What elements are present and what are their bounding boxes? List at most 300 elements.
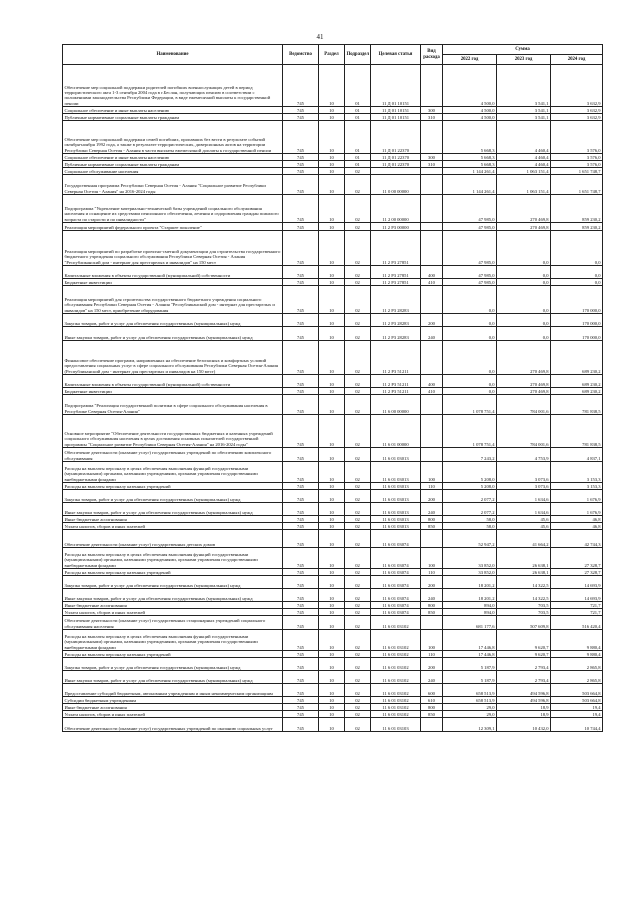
row-podrazdel: 02 bbox=[345, 231, 371, 266]
row-name: Предоставление субсидий бюджетным, автономным учреждениям и иным некоммерческим организациям bbox=[63, 684, 283, 697]
row-cs: 11 6 01 03103 bbox=[371, 718, 421, 732]
row-name: Обеспечение мер социальной поддержки семей погибших, пропавших без вести в результате событий октября-ноября 1992 года, а также в результате террористических, диверсионных актов на территории Республики Северная Осетия - Алания в части выплаты ежемесячной доплаты к государственной пенсии bbox=[63, 121, 283, 154]
row-cs: 11 6 01 03013 bbox=[371, 483, 421, 490]
row-podrazdel: 02 bbox=[345, 483, 371, 490]
row-name: Бюджетные инвестиции bbox=[63, 279, 283, 286]
row-2022: 5 187,9 bbox=[443, 671, 497, 684]
row-2022: 29,0 bbox=[443, 711, 497, 718]
table-row bbox=[63, 415, 603, 448]
row-2022: 1 144 261,4 bbox=[443, 168, 497, 175]
row-vr bbox=[421, 231, 443, 266]
row-razdel: 10 bbox=[319, 114, 345, 121]
row-name: Уплата налогов, сборов и иных платежей bbox=[63, 609, 283, 616]
row-vr: 850 bbox=[421, 523, 443, 530]
row-name: Иные бюджетные ассигнования bbox=[63, 602, 283, 609]
row-vr: 100 bbox=[421, 548, 443, 569]
row-2022: 2 077,2 bbox=[443, 490, 497, 503]
row-vr: 240 bbox=[421, 327, 443, 341]
row-cs: 11 2 P3 27851 bbox=[371, 231, 421, 266]
row-2022: 5 187,9 bbox=[443, 658, 497, 671]
row-2022: 17 446,8 bbox=[443, 651, 497, 658]
row-vr: 310 bbox=[421, 161, 443, 168]
row-2022: 5 668,3 bbox=[443, 121, 497, 154]
row-2023: 270 469,8 bbox=[497, 375, 551, 388]
table-row bbox=[63, 168, 603, 175]
row-vr bbox=[421, 168, 443, 175]
row-cs: 11 2 00 00000 bbox=[371, 195, 421, 223]
row-podrazdel: 02 bbox=[345, 704, 371, 711]
row-cs: 11 2 P3 51211 bbox=[371, 375, 421, 388]
row-vr: 110 bbox=[421, 483, 443, 490]
row-name: Расходы на выплаты персоналу в целях обеспечения выполнения функций государственными (муниципальными) органами, казенными учреждениями, органами управления государственными внебюджетными фондами bbox=[63, 548, 283, 569]
row-podrazdel: 02 bbox=[345, 711, 371, 718]
table-row bbox=[63, 602, 603, 609]
row-cs: 11 2 P3 27851 bbox=[371, 279, 421, 286]
row-cs: 11 6 01 03074 bbox=[371, 576, 421, 589]
row-name: Расходы на выплаты персоналу в целях обеспечения выполнения функций государственными (муниципальными) органами, казенными учреждениями, органами управления государственными внебюджетными фондами bbox=[63, 462, 283, 483]
row-ved: 745 bbox=[283, 161, 319, 168]
row-razdel: 10 bbox=[319, 523, 345, 530]
row-2024: 689 230,2 bbox=[551, 375, 603, 388]
row-podrazdel: 02 bbox=[345, 569, 371, 576]
row-cs: 11 6 01 03074 bbox=[371, 569, 421, 576]
row-podrazdel: 02 bbox=[345, 548, 371, 569]
row-podrazdel: 02 bbox=[345, 616, 371, 630]
row-podrazdel: 02 bbox=[345, 448, 371, 462]
row-2023: 0,0 bbox=[497, 286, 551, 314]
row-vr: 800 bbox=[421, 602, 443, 609]
row-razdel: 10 bbox=[319, 602, 345, 609]
row-podrazdel: 02 bbox=[345, 223, 371, 231]
row-name: Иные бюджетные ассигнования bbox=[63, 704, 283, 711]
row-cs: 11 6 01 03102 bbox=[371, 711, 421, 718]
row-ved: 745 bbox=[283, 375, 319, 388]
row-name: Обеспечение деятельности (оказание услуг) государственных учреждений по обеспечению комплексного обслуживания bbox=[63, 448, 283, 462]
row-podrazdel: 02 bbox=[345, 602, 371, 609]
row-podrazdel: 02 bbox=[345, 658, 371, 671]
row-ved: 745 bbox=[283, 576, 319, 589]
row-razdel: 10 bbox=[319, 279, 345, 286]
row-razdel: 10 bbox=[319, 704, 345, 711]
row-name: Капитальные вложения в объекты государственной (муниципальной) собственности bbox=[63, 375, 283, 388]
row-podrazdel: 02 bbox=[345, 375, 371, 388]
row-razdel: 10 bbox=[319, 154, 345, 161]
row-razdel: 10 bbox=[319, 671, 345, 684]
row-podrazdel: 02 bbox=[345, 462, 371, 483]
row-ved: 745 bbox=[283, 609, 319, 616]
row-vr: 300 bbox=[421, 107, 443, 114]
row-ved: 745 bbox=[283, 154, 319, 161]
row-name: Иные бюджетные ассигнования bbox=[63, 516, 283, 523]
row-razdel: 10 bbox=[319, 548, 345, 569]
row-vr: 850 bbox=[421, 609, 443, 616]
row-podrazdel: 02 bbox=[345, 671, 371, 684]
row-podrazdel: 02 bbox=[345, 609, 371, 616]
row-name: Расходы на выплаты персоналу в целях обеспечения выполнения функций государственными (муниципальными) органами, казенными учреждениями, органами управления государственными внебюджетными фондами bbox=[63, 630, 283, 651]
row-2024: 503 664,8 bbox=[551, 697, 603, 704]
row-2024: 2 865,8 bbox=[551, 671, 603, 684]
row-cs: 11 6 01 03102 bbox=[371, 651, 421, 658]
row-2023: 4 460,4 bbox=[497, 161, 551, 168]
row-name: Социальное обеспечение и иные выплаты населению bbox=[63, 154, 283, 161]
row-2022: 47 985,0 bbox=[443, 231, 497, 266]
row-ved: 745 bbox=[283, 448, 319, 462]
table-row bbox=[63, 589, 603, 602]
row-cs: 11 6 01 03013 bbox=[371, 523, 421, 530]
header-ved: Ведомство bbox=[283, 45, 319, 65]
row-ved: 745 bbox=[283, 114, 319, 121]
row-2022: 52 947,2 bbox=[443, 530, 497, 548]
row-podrazdel: 02 bbox=[345, 327, 371, 341]
row-podrazdel: 02 bbox=[345, 490, 371, 503]
row-2024: 3 576,0 bbox=[551, 161, 603, 168]
table-row bbox=[63, 65, 603, 107]
row-name: Расходы на выплаты персоналу казенных учреждений bbox=[63, 651, 283, 658]
row-ved: 745 bbox=[283, 327, 319, 341]
row-cs: 11 6 01 03074 bbox=[371, 548, 421, 569]
row-podrazdel: 02 bbox=[345, 651, 371, 658]
row-vr bbox=[421, 195, 443, 223]
row-2022: 894,0 bbox=[443, 602, 497, 609]
row-2024: 3 632,9 bbox=[551, 114, 603, 121]
row-2024: 27 328,7 bbox=[551, 569, 603, 576]
row-ved: 745 bbox=[283, 231, 319, 266]
row-razdel: 10 bbox=[319, 286, 345, 314]
row-2023: 3 073,6 bbox=[497, 462, 551, 483]
row-vr: 240 bbox=[421, 671, 443, 684]
row-2022: 0,0 bbox=[443, 375, 497, 388]
row-vr: 200 bbox=[421, 658, 443, 671]
row-2024: 1 651 748,7 bbox=[551, 175, 603, 195]
row-2023: 0,0 bbox=[497, 231, 551, 266]
row-podrazdel: 02 bbox=[345, 266, 371, 279]
row-2022: 0,0 bbox=[443, 341, 497, 375]
row-2023: 0,0 bbox=[497, 314, 551, 327]
row-razdel: 10 bbox=[319, 490, 345, 503]
row-razdel: 10 bbox=[319, 630, 345, 651]
row-2023: 1 063 151,4 bbox=[497, 168, 551, 175]
row-name: Расходы на выплаты персоналу казенных учреждений bbox=[63, 483, 283, 490]
header-sum: Сумма bbox=[443, 45, 603, 55]
row-razdel: 10 bbox=[319, 711, 345, 718]
table-row bbox=[63, 503, 603, 516]
row-cs: 11 6 01 03013 bbox=[371, 516, 421, 523]
row-2023: 703,5 bbox=[497, 609, 551, 616]
row-2024: 3 632,9 bbox=[551, 107, 603, 114]
header-razdel: Раздел bbox=[319, 45, 345, 65]
row-2024: 170 000,0 bbox=[551, 327, 603, 341]
table-row bbox=[63, 569, 603, 576]
row-ved: 745 bbox=[283, 107, 319, 114]
row-name: Закупка товаров, работ и услуг для обеспечения государственных (муниципальных) нужд bbox=[63, 314, 283, 327]
row-razdel: 10 bbox=[319, 415, 345, 448]
row-vr: 610 bbox=[421, 697, 443, 704]
row-vr: 100 bbox=[421, 462, 443, 483]
row-name: Публичные нормативные социальные выплаты гражданам bbox=[63, 161, 283, 168]
row-2024: 10 744,4 bbox=[551, 718, 603, 732]
row-podrazdel: 02 bbox=[345, 388, 371, 395]
row-vr bbox=[421, 530, 443, 548]
row-2024: 3 576,0 bbox=[551, 154, 603, 161]
row-2022: 0,0 bbox=[443, 388, 497, 395]
row-2022: 18 201,2 bbox=[443, 589, 497, 602]
row-podrazdel: 01 bbox=[345, 65, 371, 107]
row-razdel: 10 bbox=[319, 266, 345, 279]
row-2023: 41 664,2 bbox=[497, 530, 551, 548]
row-vr: 800 bbox=[421, 516, 443, 523]
table-row bbox=[63, 516, 603, 523]
row-2022: 1 078 751,4 bbox=[443, 415, 497, 448]
row-podrazdel: 02 bbox=[345, 279, 371, 286]
row-2024: 721,7 bbox=[551, 602, 603, 609]
table-row bbox=[63, 616, 603, 630]
table-row bbox=[63, 671, 603, 684]
table-row bbox=[63, 375, 603, 388]
row-ved: 745 bbox=[283, 718, 319, 732]
row-podrazdel: 02 bbox=[345, 523, 371, 530]
row-cs: 11 Д 01 10151 bbox=[371, 65, 421, 107]
row-2022: 5 208,0 bbox=[443, 483, 497, 490]
row-2023: 1 634,6 bbox=[497, 490, 551, 503]
row-podrazdel: 02 bbox=[345, 630, 371, 651]
row-name: Уплата налогов, сборов и иных платежей bbox=[63, 523, 283, 530]
row-cs: 11 2 P3 27851 bbox=[371, 266, 421, 279]
row-2023: 45,6 bbox=[497, 516, 551, 523]
row-podrazdel: 02 bbox=[345, 168, 371, 175]
row-vr bbox=[421, 718, 443, 732]
row-2023: 3 073,6 bbox=[497, 483, 551, 490]
row-2024: 19,4 bbox=[551, 711, 603, 718]
row-cs: 11 2 P3 28283 bbox=[371, 314, 421, 327]
row-razdel: 10 bbox=[319, 375, 345, 388]
row-ved: 745 bbox=[283, 286, 319, 314]
row-cs: 11 Д 01 22370 bbox=[371, 154, 421, 161]
row-razdel: 10 bbox=[319, 503, 345, 516]
row-vr bbox=[421, 395, 443, 415]
row-2022: 58,0 bbox=[443, 516, 497, 523]
row-cs: 11 Д 01 22370 bbox=[371, 121, 421, 154]
row-ved: 745 bbox=[283, 483, 319, 490]
row-name: Публичные нормативные социальные выплаты гражданам bbox=[63, 114, 283, 121]
row-cs: 11 Д 01 10151 bbox=[371, 107, 421, 114]
row-2024: 1 676,9 bbox=[551, 490, 603, 503]
row-razdel: 10 bbox=[319, 483, 345, 490]
table-row bbox=[63, 704, 603, 711]
row-ved: 745 bbox=[283, 341, 319, 375]
row-2024: 859 230,2 bbox=[551, 195, 603, 223]
row-razdel: 10 bbox=[319, 448, 345, 462]
row-razdel: 10 bbox=[319, 161, 345, 168]
table-row bbox=[63, 175, 603, 195]
table-row bbox=[63, 718, 603, 732]
row-podrazdel: 02 bbox=[345, 684, 371, 697]
table-body bbox=[63, 65, 603, 732]
row-vr bbox=[421, 341, 443, 375]
row-2023: 26 638,1 bbox=[497, 569, 551, 576]
row-2024: 3 632,9 bbox=[551, 65, 603, 107]
table-row bbox=[63, 548, 603, 569]
row-cs: 11 6 01 03013 bbox=[371, 503, 421, 516]
row-vr: 600 bbox=[421, 684, 443, 697]
row-name: Реализация мероприятий для строительства государственного бюджетного учреждения социального обслуживания Республики Северная Осетия - Алания "Республиканский дом - интернат для престарелых и инвалидов" на 150 мест, приобретение оборудования bbox=[63, 286, 283, 314]
row-name: Уплата налогов, сборов и иных платежей bbox=[63, 711, 283, 718]
row-cs: 11 6 01 03013 bbox=[371, 462, 421, 483]
header-cs: Целевая статья bbox=[371, 45, 421, 65]
row-razdel: 10 bbox=[319, 651, 345, 658]
row-cs: 11 2 P3 51211 bbox=[371, 388, 421, 395]
row-ved: 745 bbox=[283, 121, 319, 154]
table-row bbox=[63, 490, 603, 503]
row-2022: 33 852,0 bbox=[443, 569, 497, 576]
row-2024: 9 880,4 bbox=[551, 651, 603, 658]
table-row bbox=[63, 448, 603, 462]
row-2022: 0,0 bbox=[443, 314, 497, 327]
row-2022: 658 513,9 bbox=[443, 684, 497, 697]
row-cs: 11 6 01 00000 bbox=[371, 415, 421, 448]
row-2023: 3 541,1 bbox=[497, 114, 551, 121]
row-cs: 11 0 00 00000 bbox=[371, 175, 421, 195]
row-2024: 170 000,0 bbox=[551, 286, 603, 314]
row-2022: 681 177,6 bbox=[443, 616, 497, 630]
row-2024: 2 865,8 bbox=[551, 658, 603, 671]
row-podrazdel: 02 bbox=[345, 286, 371, 314]
table-row bbox=[63, 223, 603, 231]
row-2022: 0,0 bbox=[443, 327, 497, 341]
row-2024: 42 744,3 bbox=[551, 530, 603, 548]
row-2023: 270 469,8 bbox=[497, 195, 551, 223]
row-2023: 45,6 bbox=[497, 523, 551, 530]
row-2024: 27 328,7 bbox=[551, 548, 603, 569]
row-razdel: 10 bbox=[319, 576, 345, 589]
row-name: Государственная программа Республики Северная Осетия - Алания "Социальное развитие Республики Северная Осетия - Алания" на 2016-2024 годы bbox=[63, 175, 283, 195]
row-vr: 240 bbox=[421, 589, 443, 602]
row-ved: 745 bbox=[283, 630, 319, 651]
row-razdel: 10 bbox=[319, 341, 345, 375]
row-razdel: 10 bbox=[319, 388, 345, 395]
table-row bbox=[63, 314, 603, 327]
row-name: Подпрограмма "Укрепление материально-технической базы учреждений социального обслуживания населения и оснащение их средствами пенсионного обеспечения, лечения и оздоровления граждан пожилого возраста по старости и по инвалидности" bbox=[63, 195, 283, 223]
row-podrazdel: 02 bbox=[345, 589, 371, 602]
row-ved: 745 bbox=[283, 65, 319, 107]
row-name: Обеспечение деятельности (оказание услуг) государственных учреждений по оказанию социальных услуг bbox=[63, 718, 283, 732]
row-2023: 507 609,8 bbox=[497, 616, 551, 630]
row-name: Бюджетные инвестиции bbox=[63, 388, 283, 395]
row-name: Реализация мероприятий по разработке проектно-сметной документации для строительства государственного бюджетного учреждения социального обслуживания Республики Северная Осетия - Алания "Республиканский дом - интернат для престарелых и инвалидов" на 150 мест bbox=[63, 231, 283, 266]
row-vr bbox=[421, 65, 443, 107]
row-podrazdel: 02 bbox=[345, 175, 371, 195]
row-cs: 11 6 01 03102 bbox=[371, 630, 421, 651]
row-2023: 14 322,5 bbox=[497, 589, 551, 602]
row-razdel: 10 bbox=[319, 658, 345, 671]
row-name: Обеспечение деятельности (оказание услуг) государственных стационарных учреждений социального обслуживания населения bbox=[63, 616, 283, 630]
row-vr: 200 bbox=[421, 490, 443, 503]
row-razdel: 10 bbox=[319, 168, 345, 175]
table-header bbox=[63, 45, 603, 65]
table-row bbox=[63, 161, 603, 168]
row-podrazdel: 02 bbox=[345, 718, 371, 732]
table-row bbox=[63, 697, 603, 704]
row-2022: 1 078 751,4 bbox=[443, 395, 497, 415]
row-podrazdel: 02 bbox=[345, 576, 371, 589]
row-vr bbox=[421, 121, 443, 154]
row-2023: 270 469,8 bbox=[497, 341, 551, 375]
row-2023: 784 001,6 bbox=[497, 395, 551, 415]
table-row bbox=[63, 630, 603, 651]
table-row bbox=[63, 266, 603, 279]
row-2022: 5 668,3 bbox=[443, 161, 497, 168]
table-row bbox=[63, 195, 603, 223]
row-2024: 3 576,0 bbox=[551, 121, 603, 154]
row-cs: 11 6 01 03102 bbox=[371, 704, 421, 711]
row-2023: 270 469,8 bbox=[497, 388, 551, 395]
table-row bbox=[63, 231, 603, 266]
table-row bbox=[63, 483, 603, 490]
table-row bbox=[63, 154, 603, 161]
row-vr: 400 bbox=[421, 266, 443, 279]
row-razdel: 10 bbox=[319, 314, 345, 327]
row-ved: 745 bbox=[283, 503, 319, 516]
row-vr: 410 bbox=[421, 279, 443, 286]
row-ved: 745 bbox=[283, 388, 319, 395]
table-row bbox=[63, 327, 603, 341]
row-razdel: 10 bbox=[319, 65, 345, 107]
row-2023: 703,5 bbox=[497, 602, 551, 609]
row-2023: 494 596,8 bbox=[497, 684, 551, 697]
row-2023: 14 322,5 bbox=[497, 576, 551, 589]
row-cs: 11 2 P3 00000 bbox=[371, 223, 421, 231]
table-row bbox=[63, 121, 603, 154]
row-name: Реализация мероприятий федерального проекта "Старшее поколение" bbox=[63, 223, 283, 231]
row-2023: 4 753,9 bbox=[497, 448, 551, 462]
row-2023: 0,0 bbox=[497, 327, 551, 341]
row-name: Закупка товаров, работ и услуг для обеспечения государственных (муниципальных) нужд bbox=[63, 658, 283, 671]
row-cs: 11 6 01 03102 bbox=[371, 616, 421, 630]
row-podrazdel: 01 bbox=[345, 107, 371, 114]
row-2023: 10 432,0 bbox=[497, 718, 551, 732]
header-2024: 2024 год bbox=[551, 55, 603, 65]
row-ved: 745 bbox=[283, 516, 319, 523]
row-2024: 14 693,9 bbox=[551, 576, 603, 589]
row-2022: 4 500,0 bbox=[443, 107, 497, 114]
row-2022: 29,0 bbox=[443, 704, 497, 711]
row-ved: 745 bbox=[283, 548, 319, 569]
row-name: Подпрограмма "Реализация государственной политики в сфере социального обслуживания населения в Республике Северная Осетия-Алания" bbox=[63, 395, 283, 415]
row-2024: 14 693,9 bbox=[551, 589, 603, 602]
row-cs: 11 6 00 00000 bbox=[371, 395, 421, 415]
row-razdel: 10 bbox=[319, 697, 345, 704]
row-2024: 781 838,5 bbox=[551, 415, 603, 448]
row-2023: 2 793,4 bbox=[497, 658, 551, 671]
row-cs: 11 6 01 03102 bbox=[371, 684, 421, 697]
row-cs: 11 6 01 03013 bbox=[371, 490, 421, 503]
row-vr bbox=[421, 175, 443, 195]
row-name: Обеспечение мер социальной поддержки родителей погибших военнослужащих детей в период террористического акта 1-3 сентября 2004 года в г.Беслан, получающих пенсию в соответствии с положениями законодательства Республики Федерации, в виде ежемесячной выплаты к государственной пенсии bbox=[63, 65, 283, 107]
row-ved: 745 bbox=[283, 223, 319, 231]
row-vr: 300 bbox=[421, 154, 443, 161]
row-cs: 11 Д 01 22370 bbox=[371, 161, 421, 168]
row-2023: 18,9 bbox=[497, 704, 551, 711]
row-2024: 3 153,3 bbox=[551, 483, 603, 490]
row-2024: 1 651 748,7 bbox=[551, 168, 603, 175]
row-razdel: 10 bbox=[319, 121, 345, 154]
row-2022: 17 446,8 bbox=[443, 630, 497, 651]
row-name: Иные закупки товаров, работ и услуг для обеспечения государственных (муниципальных) нужд bbox=[63, 589, 283, 602]
row-cs: 11 6 01 03074 bbox=[371, 602, 421, 609]
row-podrazdel: 02 bbox=[345, 530, 371, 548]
row-vr: 110 bbox=[421, 569, 443, 576]
row-vr bbox=[421, 616, 443, 630]
row-ved: 745 bbox=[283, 711, 319, 718]
